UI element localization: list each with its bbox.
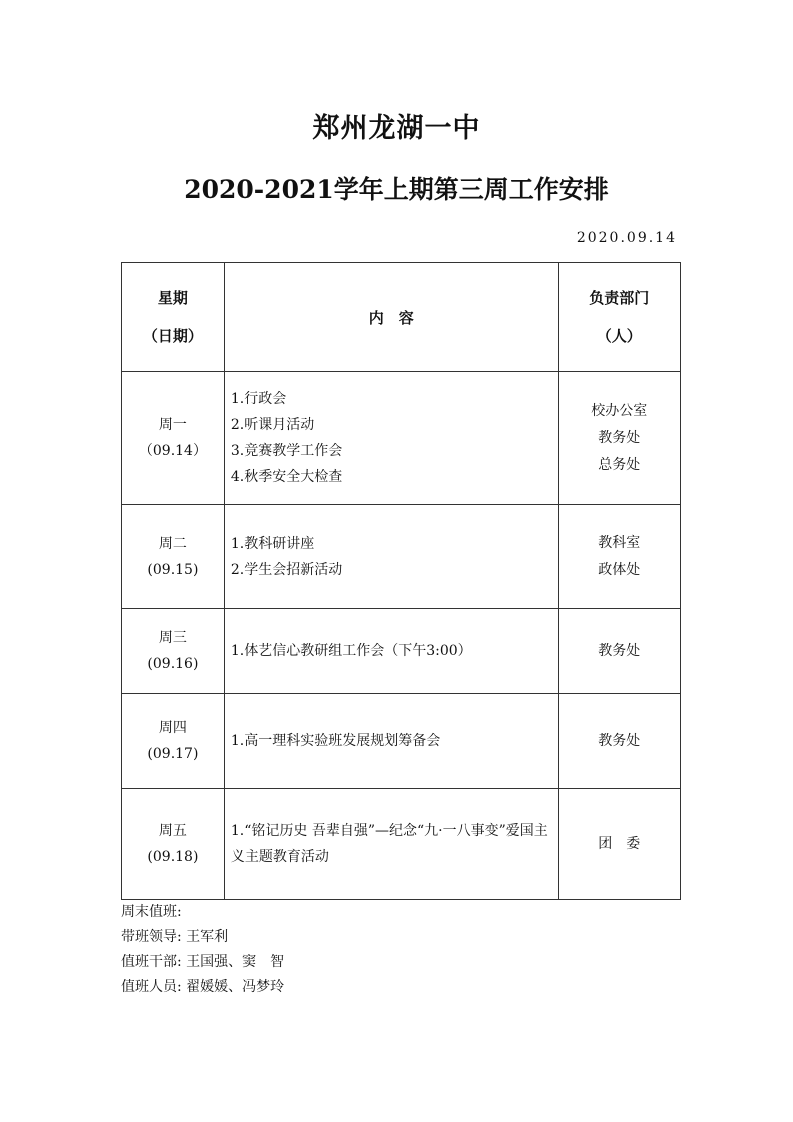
document-date: 2020.09.14: [576, 230, 677, 246]
agenda-item: 3.竞赛教学工作会: [230, 443, 343, 459]
header-day: [122, 263, 225, 372]
day-cell: [122, 789, 225, 900]
dept-cell: [558, 609, 680, 694]
table-row: [122, 505, 681, 609]
agenda-item: 2.听课月活动: [230, 417, 315, 433]
dept-label: 教务处: [598, 732, 641, 749]
table-row: [122, 372, 681, 505]
agenda-item: 4.秋季安全大检查: [230, 469, 343, 485]
day-date: (09.18): [147, 849, 199, 865]
dept-cell: [558, 505, 680, 609]
table-row: [122, 789, 681, 900]
agenda-item: 2.学生会招新活动: [230, 561, 343, 578]
table-row: [122, 609, 681, 694]
dept-cell: [558, 372, 680, 505]
dept-label: 教务处: [598, 642, 641, 659]
dept-cell: [558, 789, 680, 900]
day-date: （09.14）: [138, 443, 207, 459]
page-title: 郑州龙湖一中: [312, 113, 481, 144]
day-date: (09.15): [147, 561, 199, 578]
agenda-item: 1.“铭记历史 吾辈自强”—纪念“九·一八事变”爱国主义主题教育活动: [230, 823, 548, 865]
day-label: 周一: [158, 417, 187, 433]
header-row: [122, 263, 681, 372]
agenda-item: 1.教科研讲座: [230, 535, 315, 552]
content-cell: [224, 505, 558, 609]
header-content: 内 容: [224, 263, 558, 372]
day-cell: [122, 505, 225, 609]
duty-cadres: 值班干部: 王国强、窦 智: [121, 954, 285, 970]
day-label: 周二: [158, 535, 187, 552]
agenda-item: 1.体艺信心教研组工作会（下午3:00）: [230, 643, 472, 659]
dept-label: 政体处: [598, 561, 641, 578]
day-cell: [122, 372, 225, 505]
content-cell: [224, 372, 558, 505]
header-person-label: （人）: [596, 327, 642, 345]
duty-leader: 带班领导: 王军利: [121, 929, 229, 945]
table-row: [122, 694, 681, 789]
dept-label: 教科室: [598, 534, 641, 551]
dept-label: 校办公室: [591, 402, 648, 419]
duty-footer: [121, 900, 284, 1000]
dept-label: 教务处: [598, 429, 641, 446]
day-cell: [122, 609, 225, 694]
agenda-item: 1.高一理科实验班发展规划筹备会: [230, 733, 441, 749]
content-cell: [224, 609, 558, 694]
content-cell: [224, 789, 558, 900]
header-dept: [558, 263, 680, 372]
page-subtitle: 2020-2021学年上期第三周工作安排: [184, 175, 609, 204]
day-label: 周五: [158, 823, 187, 839]
day-label: 周四: [158, 720, 187, 736]
schedule-table: [121, 262, 681, 900]
weekend-duty-label: 周末值班:: [121, 904, 182, 920]
content-cell: [224, 694, 558, 789]
dept-cell: [558, 694, 680, 789]
header-date-label: （日期）: [142, 327, 203, 345]
day-date: (09.16): [147, 656, 199, 672]
dept-label: 团 委: [598, 835, 641, 852]
header-dept-label: 负责部门: [589, 289, 650, 307]
day-cell: [122, 694, 225, 789]
agenda-item: 1.行政会: [230, 391, 287, 407]
dept-label: 总务处: [598, 456, 641, 473]
day-label: 周三: [158, 630, 187, 646]
duty-staff: 值班人员: 翟媛媛、冯梦玲: [121, 979, 285, 995]
day-date: (09.17): [147, 746, 199, 762]
header-day-label: 星期: [157, 289, 188, 307]
